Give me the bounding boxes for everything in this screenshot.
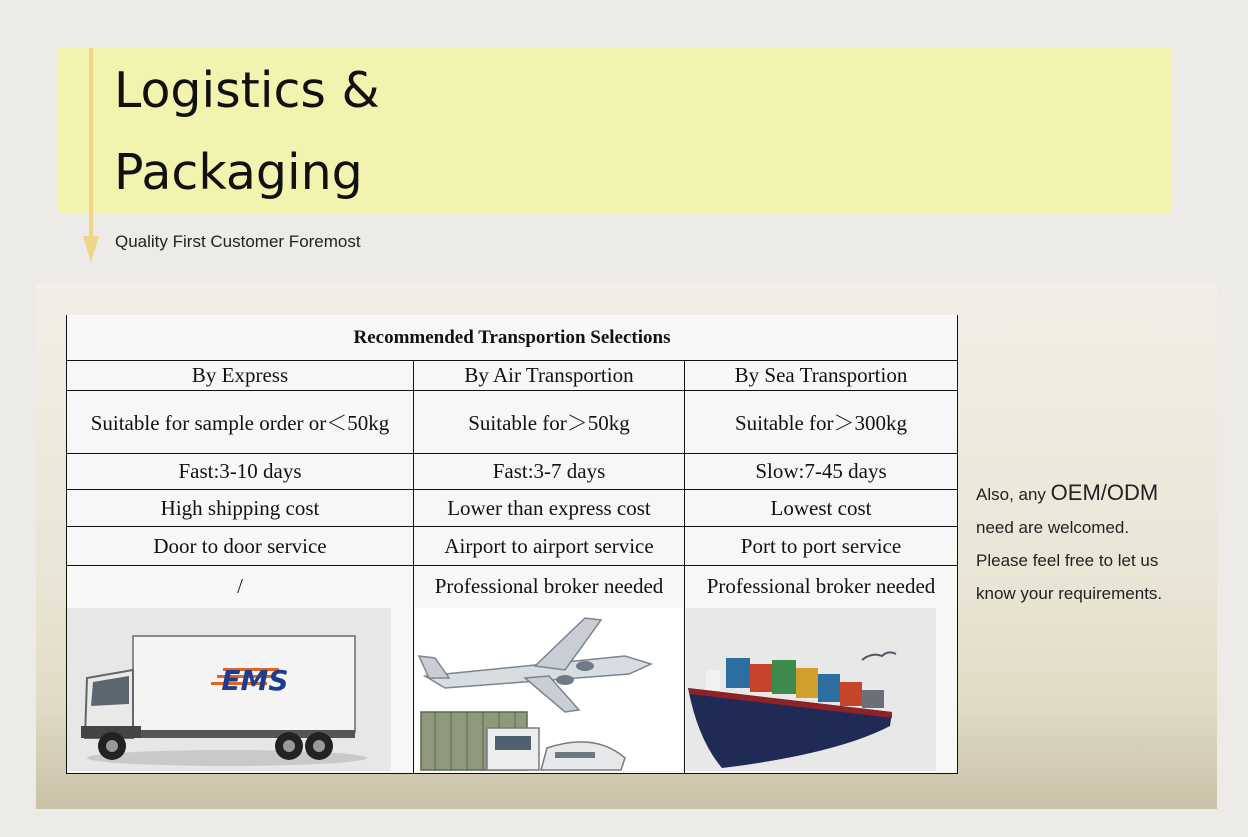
table-cell: Lower than express cost [447,495,651,520]
table-cell: Fast:3-7 days [492,459,606,483]
sea-freight-image [686,608,936,771]
column-header-sea: By Sea Transportion [734,363,908,387]
page-title-line-2: Packaging [114,144,363,201]
table-cell: / [237,573,243,598]
express-truck-image [67,608,391,771]
side-note-prefix: Also, any [976,485,1051,504]
table-cell: Port to port service [740,533,902,558]
oem-odm-highlight: OEM/ODM [1050,480,1159,505]
table-cell: Fast:3-10 days [178,459,302,483]
column-header-air: By Air Transportion [464,363,634,387]
table-cell: High shipping cost [160,495,320,520]
accent-line [89,48,93,238]
table-cell: Door to door service [153,533,327,558]
side-note-line-1 [976,476,1196,511]
page-title-line-1: Logistics & [114,62,380,119]
page-title [114,50,380,214]
air-cargo-image [415,608,683,771]
page-subtitle: Quality First Customer Foremost [115,232,361,251]
table-cell: Airport to airport service [444,533,654,558]
side-note-line-4: know your requirements. [976,584,1163,603]
table-cell: Suitable for＞300kg [734,411,908,435]
table-cell: Slow:7-45 days [755,459,887,483]
table-cell: Lowest cost [770,495,872,520]
table-cell: Suitable for＞50kg [468,411,630,435]
oem-odm-note [976,476,1196,610]
transport-table [66,315,958,774]
table-caption: Recommended Transportion Selections [353,326,671,348]
side-note-line-2: need are welcomed. [976,518,1130,537]
table-cell: Professional broker needed [706,573,936,598]
table-cell: Suitable for sample order or＜50kg [90,411,390,435]
side-note-line-3: Please feel free to let us [976,551,1159,570]
table-cell: Professional broker needed [434,573,664,598]
arrow-down-icon [83,236,99,262]
ems-logo: EMS [221,664,289,697]
column-header-express: By Express [191,363,289,387]
